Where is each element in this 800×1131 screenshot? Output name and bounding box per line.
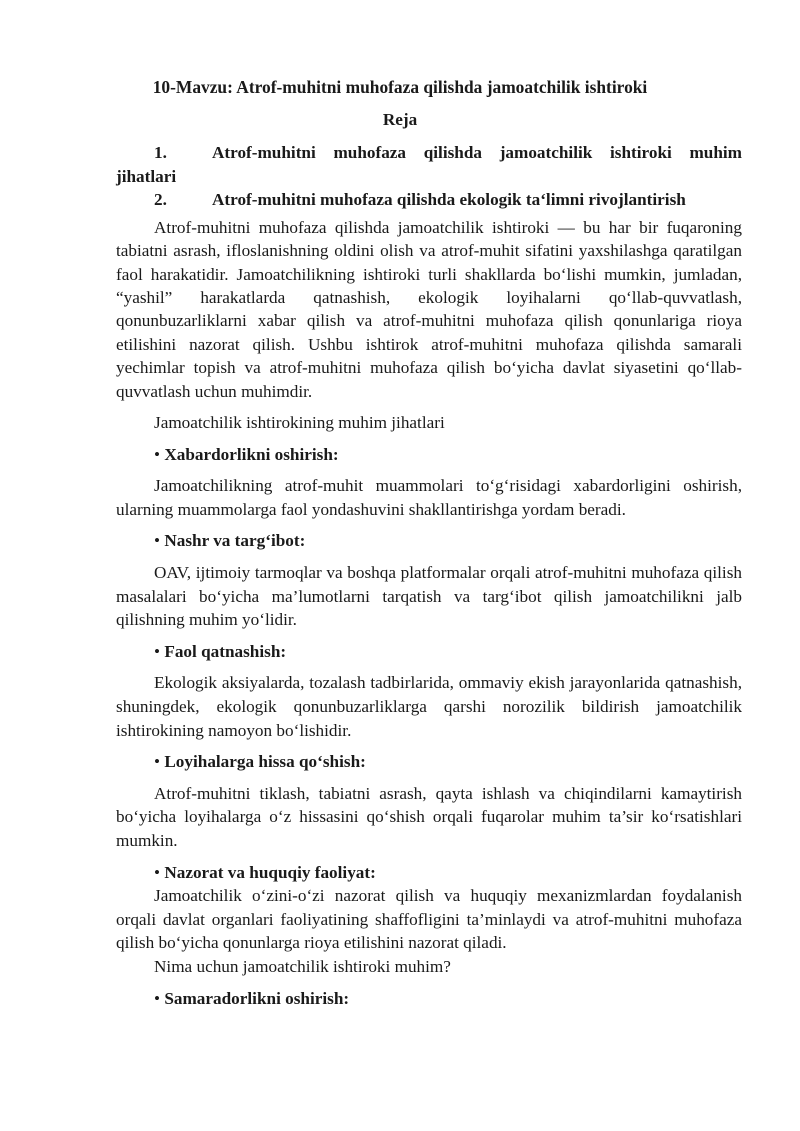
document-title: 10-Mavzu: Atrof-muhitni muhofaza qilishda jamoatchilik ishtiroki: [152, 77, 648, 97]
bullet-dot: •: [154, 752, 161, 772]
section-heading-aspects: Jamoatchilik ishtirokining muhim jihatlari: [154, 413, 445, 433]
paragraph-projects: Atrof-muhitni tiklash, tabiatni asrash, qayta ishlash va chiqindilarni kamaytirish bo‘yicha loyihalarga o‘z hissasini qo‘shish orqali fuqarolar muhim ta’sir ko‘rsatishlari mumkin.: [116, 783, 742, 850]
section-heading-why: Nima uchun jamoatchilik ishtiroki muhim?: [154, 956, 451, 976]
bullet-dot: •: [154, 641, 161, 661]
intro-paragraph: Atrof-muhitni muhofaza qilishda jamoatchilik ishtiroki — bu har bir fuqaroning tabiatni asrash, ifloslanishning oldini olish va atrof-muhit sifatini yaxshilashga qaratilgan faol harakatidir. Jamoatchilikning ishtiroki turli shakllarda bo‘lishi mumkin, jumladan, “yashil” harakatlarda qatnashish, ekologik loyihalarni qo‘llab-quvvatlash, qonunbuzarliklarni xabar qilish va atrof-muhitni muhofaza qilish qonunlariga rioya etilishini nazorat qilish. Ushbu ishtirok atrof-muhitni muhofaza qilishda samarali yechimlar topish va atrof-muhitni muhofaza qilish bo‘yicha davlat siyasetini qo‘llab-quvvatlash uchun muhimdir.: [116, 217, 742, 401]
bullet-title: Loyihalarga hissa qo‘shish:: [164, 752, 366, 772]
bullet-title: Samaradorlikni oshirish:: [164, 988, 350, 1008]
plan-item-text: Atrof-muhitni muhofaza qilishda jamoatchilik ishtiroki muhim: [212, 143, 742, 162]
plan-item-1-continued: [116, 165, 742, 189]
bullet-publication: [116, 529, 742, 553]
bullet-awareness: [116, 443, 742, 467]
plan-item-1: [116, 141, 742, 165]
bullet-dot: •: [154, 862, 161, 882]
document-body: [116, 141, 742, 1010]
bullet-efficiency: [116, 987, 742, 1011]
paragraph-awareness: Jamoatchilikning atrof-muhit muammolari to‘g‘risidagi xabardorligini oshirish, ularning muammolarga faol yondashuvini shakllantirishga yordam beradi.: [116, 476, 742, 519]
paragraph-publication: OAV, ijtimoiy tarmoqlar va boshqa platformalar orqali atrof-muhitni muhofaza qilish masalalari bo‘yicha ma’lumotlarni tarqatish va targ‘ibot qilish jamoatchilikni jalb qilishning muhim yo‘lidir.: [116, 563, 742, 630]
bullet-title: Nazorat va huquqiy faoliyat:: [164, 862, 376, 882]
plan-item-number: 1.: [154, 143, 167, 162]
plan-item-text-continued: jihatlari: [116, 166, 177, 186]
bullet-dot: •: [154, 988, 161, 1008]
bullet-participation: [116, 640, 742, 664]
bullet-title: Faol qatnashish:: [164, 641, 287, 661]
paragraph-participation: Ekologik aksiyalarda, tozalash tadbirlarida, ommaviy ekish jarayonlarida qatnashish, shuningdek, ekologik qonunbuzarliklarga qarshi norozilik bildirish jamoatchilik ishtirokining namoyon bo‘lishidir.: [116, 673, 742, 740]
bullet-title: Xabardorlikni oshirish:: [164, 444, 339, 464]
bullet-dot: •: [154, 531, 161, 551]
plan-heading: Reja: [382, 110, 418, 129]
plan-item-text: Atrof-muhitni muhofaza qilishda ekologik ta‘limni rivojlantirish: [212, 190, 686, 210]
bullet-projects: [116, 750, 742, 774]
paragraph-control: Jamoatchilik o‘zini-o‘zi nazorat qilish va huquqiy mexanizmlardan foydalanish orqali davlat organlari faoliyatining shaffofligini ta’minlaydi va atrof-muhitni muhofaza qilish bo‘yicha qonunlarga rioya etilishini nazorat qiladi.: [116, 886, 742, 953]
plan-item-2: [116, 188, 742, 212]
plan-item-number: 2.: [154, 190, 167, 210]
bullet-dot: •: [154, 444, 161, 464]
bullet-title: Nashr va targ‘ibot:: [164, 531, 306, 551]
bullet-control: [116, 861, 742, 885]
